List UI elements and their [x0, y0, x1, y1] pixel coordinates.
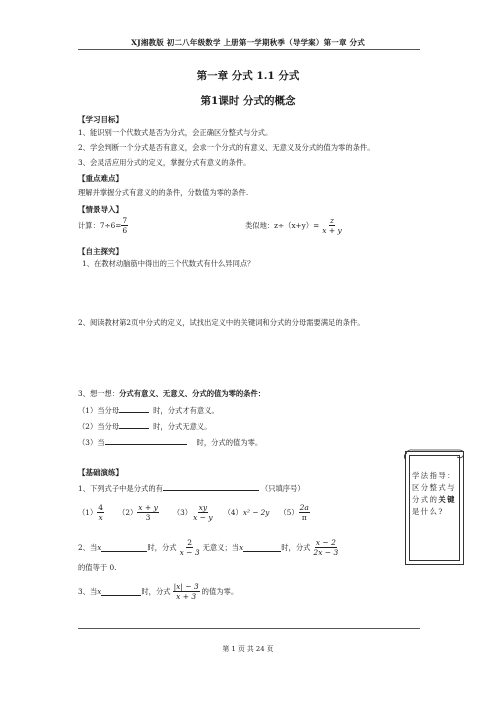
question-text: 的值为零。 — [201, 586, 239, 596]
answer-blank[interactable] — [105, 437, 187, 445]
fraction-numerator: |x| − 3 — [173, 582, 199, 591]
fraction-denominator: 3 — [145, 513, 151, 522]
intro-similar-label: 类似地：z÷（x+y）= — [245, 220, 320, 230]
question-text: 1、下列式子中是分式的有 — [78, 484, 163, 493]
explore-question-1: 1、在教材动脑筋中得出的三个代数式有什么异同点？ — [82, 259, 255, 268]
question-text: 2、当 — [78, 542, 98, 552]
option-fraction — [299, 503, 310, 522]
answer-blank[interactable] — [243, 544, 281, 552]
fraction-numerator: z — [330, 216, 334, 225]
fraction-denominator: π — [301, 513, 307, 522]
key-points-heading: 【重点难点】 — [78, 174, 123, 183]
question-prefix: 3、想一想： — [78, 389, 120, 398]
tip-text: 是什么? — [412, 507, 444, 516]
option-label: （1） — [78, 507, 98, 517]
fraction-denominator: x + y — [322, 226, 342, 235]
question-text: 无意义；当 — [202, 542, 240, 552]
variable: x — [97, 543, 102, 552]
intro-calc-fraction — [121, 216, 128, 235]
chapter-title: 第一章 分式 1.1 分式 — [196, 70, 300, 82]
intro-calc — [78, 216, 128, 235]
fraction-numerator: 4 — [98, 503, 104, 512]
objectives-heading: 【学习目标】 — [78, 115, 123, 124]
lesson-title: 第1课时 分式的概念 — [200, 95, 296, 107]
intro-heading: 【情景导入】 — [78, 205, 123, 214]
explore-question-2: 2、阅读教材第2页中分式的定义，试找出定义中的关键词和分式的分母需要满足的条件。 — [78, 318, 365, 327]
question-fraction — [173, 582, 200, 601]
objective-item: 3、会灵活应用分式的定义，掌握分式有意义的条件。 — [78, 158, 251, 167]
condition-2 — [78, 421, 212, 432]
practice-question-2 — [78, 538, 339, 557]
option-fraction — [137, 503, 159, 522]
intro-calc-label: 计算：7÷6= — [78, 220, 122, 230]
tip-text: 学法指导：区分整式与分式的 — [412, 471, 456, 504]
condition-3 — [78, 437, 262, 448]
option-label: （2） — [118, 507, 138, 517]
option-label: （5） — [279, 507, 299, 517]
option-label: （3） — [172, 507, 193, 517]
fraction-numerator: 7 — [122, 216, 128, 225]
option-fraction — [97, 503, 104, 522]
fraction-denominator: x + 3 — [176, 592, 197, 601]
answer-blank[interactable] — [119, 421, 149, 429]
tip-emphasis: 关键 — [438, 495, 456, 504]
practice-question-2-end: 的值等于 0. — [78, 563, 117, 572]
answer-blank[interactable] — [119, 405, 149, 413]
fraction-numerator: xy — [198, 503, 208, 512]
intro-similar-fraction — [321, 216, 343, 235]
option-fraction — [192, 503, 214, 522]
variable: x — [97, 587, 102, 596]
condition-text: （1）当分母 — [78, 406, 120, 415]
condition-text: （3）当 — [78, 438, 105, 447]
answer-blank[interactable] — [101, 544, 147, 552]
objective-item: 1、能识别一个代数式是否为分式，会正确区分整式与分式。 — [78, 128, 273, 137]
question-text: 时，分式 — [141, 586, 171, 596]
explore-heading: 【自主探究】 — [78, 247, 123, 256]
explore-question-3 — [78, 389, 265, 399]
fraction-numerator: 2a — [299, 503, 309, 512]
question-text: 时，分式 — [281, 542, 311, 552]
question-fraction — [179, 538, 201, 557]
question-text: 3、当 — [78, 586, 98, 596]
practice-heading: 【基础演练】 — [78, 468, 123, 477]
condition-text: （2）当分母 — [78, 422, 120, 431]
question-text: 时，分式 — [147, 542, 177, 552]
practice-question-1 — [78, 483, 305, 494]
fraction-denominator: x — [98, 513, 103, 522]
fraction-denominator: x − y — [193, 513, 213, 522]
condition-text: 时，分式的值为零。 — [196, 438, 263, 447]
footer-divider — [78, 628, 420, 629]
fraction-numerator: x + y — [138, 503, 158, 512]
practice-options — [78, 503, 310, 522]
condition-text: 时，分式才有意义。 — [153, 406, 219, 415]
header-divider — [78, 49, 420, 50]
fraction-denominator: 2x − 3 — [313, 548, 339, 557]
practice-question-3 — [78, 582, 238, 601]
page-footer: 第 1 页 共 24 页 — [222, 645, 274, 653]
option-expression: x² − 2y — [242, 508, 270, 517]
intro-similar — [245, 216, 343, 235]
variable: x — [239, 543, 244, 552]
fraction-numerator: x − 2 — [315, 538, 336, 547]
fraction-numerator: 2 — [187, 538, 192, 547]
fraction-denominator: x − 3 — [179, 548, 200, 557]
page-header: XJ湘教版 初二八年级数学 上册第一学期秋季（导学案）第一章 分式 — [131, 38, 365, 47]
study-tip-text — [412, 470, 458, 518]
answer-blank[interactable] — [101, 588, 141, 596]
question-fraction — [312, 538, 339, 557]
key-points-text: 理解并掌握分式有意义的的条件，分数值为零的条件. — [78, 188, 249, 197]
condition-1 — [78, 405, 219, 416]
question-text: （只填序号） — [260, 484, 305, 493]
question-emphasis: 分式有意义、无意义、分式的值为零的条件： — [119, 389, 266, 398]
objective-item: 2、学会判断一个分式是否有意义，会求一个分式的有意义、无意义及分式的值为零的条件。 — [78, 143, 375, 152]
condition-text: 时，分式无意义。 — [153, 422, 212, 431]
option-label: （4） — [223, 507, 243, 517]
answer-blank[interactable] — [163, 483, 259, 491]
fraction-denominator: 6 — [122, 226, 128, 235]
